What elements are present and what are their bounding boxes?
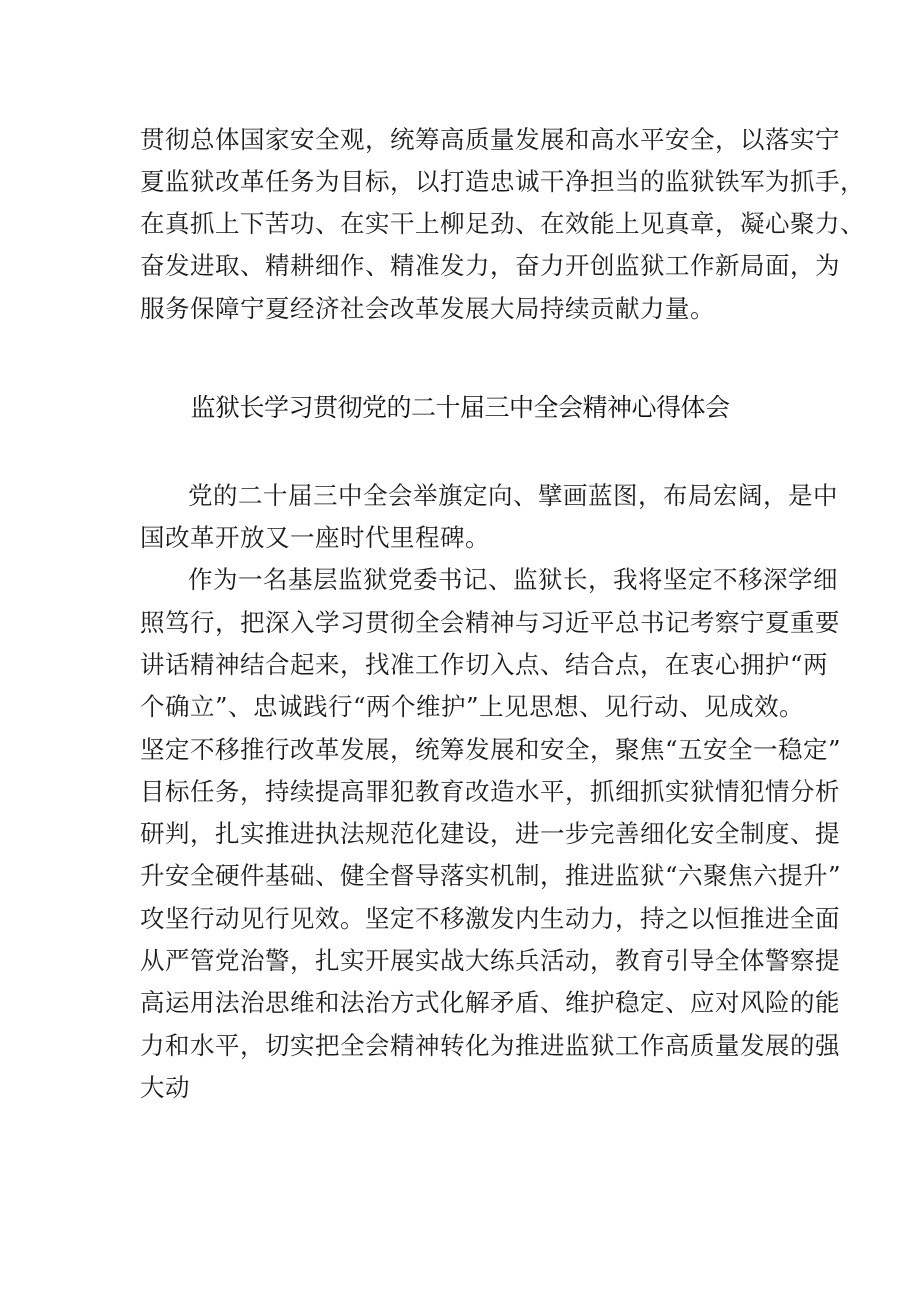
text-line: 目标任务，持续提高罪犯教育改造水平，抓细抓实狱情犯情分析 [140, 777, 840, 806]
text-line: 高运用法治思维和法治方式化解矛盾、维护稳定、应对风险的能 [140, 988, 840, 1017]
text-line: 党的二十届三中全会举旗定向、擘画蓝图，布局宏阔，是中 [188, 481, 838, 510]
text-line: 服务保障宁夏经济社会改革发展大局持续贡献力量。 [140, 294, 715, 323]
text-line: 照笃行，把深入学习贯彻全会精神与习近平总书记考察宁夏重要 [140, 608, 840, 637]
text-line: 国改革开放又一座时代里程碑。 [140, 523, 490, 552]
text-line: 个确立”、忠诚践行“两个维护”上见思想、见行动、见成效。 [140, 692, 805, 721]
text-line: 坚定不移推行改革发展，统筹发展和安全，聚焦“五安全一稳定” [140, 735, 842, 764]
text-line: 大动 [140, 1073, 190, 1102]
text-line: 讲话精神结合起来，找准工作切入点、结合点，在衷心拥护“两 [140, 650, 829, 679]
text-line: 力和水平，切实把全会精神转化为推进监狱工作高质量发展的强 [140, 1031, 840, 1060]
text-line: 奋发进取、精耕细作、精准发力，奋力开创监狱工作新局面，为 [140, 251, 840, 280]
section-heading: 监狱长学习贯彻党的二十届三中全会精神心得体会 [190, 393, 730, 422]
text-line: 攻坚行动见行见效。坚定不移激发内生动力，持之以恒推进全面 [140, 904, 840, 933]
text-line: 在真抓上下苦功、在实干上柳足劲、在效能上见真章，凝心聚力、 [140, 209, 865, 238]
text-line: 夏监狱改革任务为目标，以打造忠诚干净担当的监狱铁军为抓手， [140, 167, 865, 196]
text-line: 研判，扎实推进执法规范化建设，进一步完善细化安全制度、提 [140, 819, 840, 848]
text-line: 贯彻总体国家安全观，统筹高质量发展和高水平安全，以落实宁 [140, 125, 840, 154]
text-line: 作为一名基层监狱党委书记、监狱长，我将坚定不移深学细 [188, 565, 838, 594]
text-line: 升安全硬件基础、健全督导落实机制，推进监狱“六聚焦六提升” [140, 861, 842, 890]
text-line: 从严管党治警，扎实开展实战大练兵活动，教育引导全体警察提 [140, 946, 840, 975]
